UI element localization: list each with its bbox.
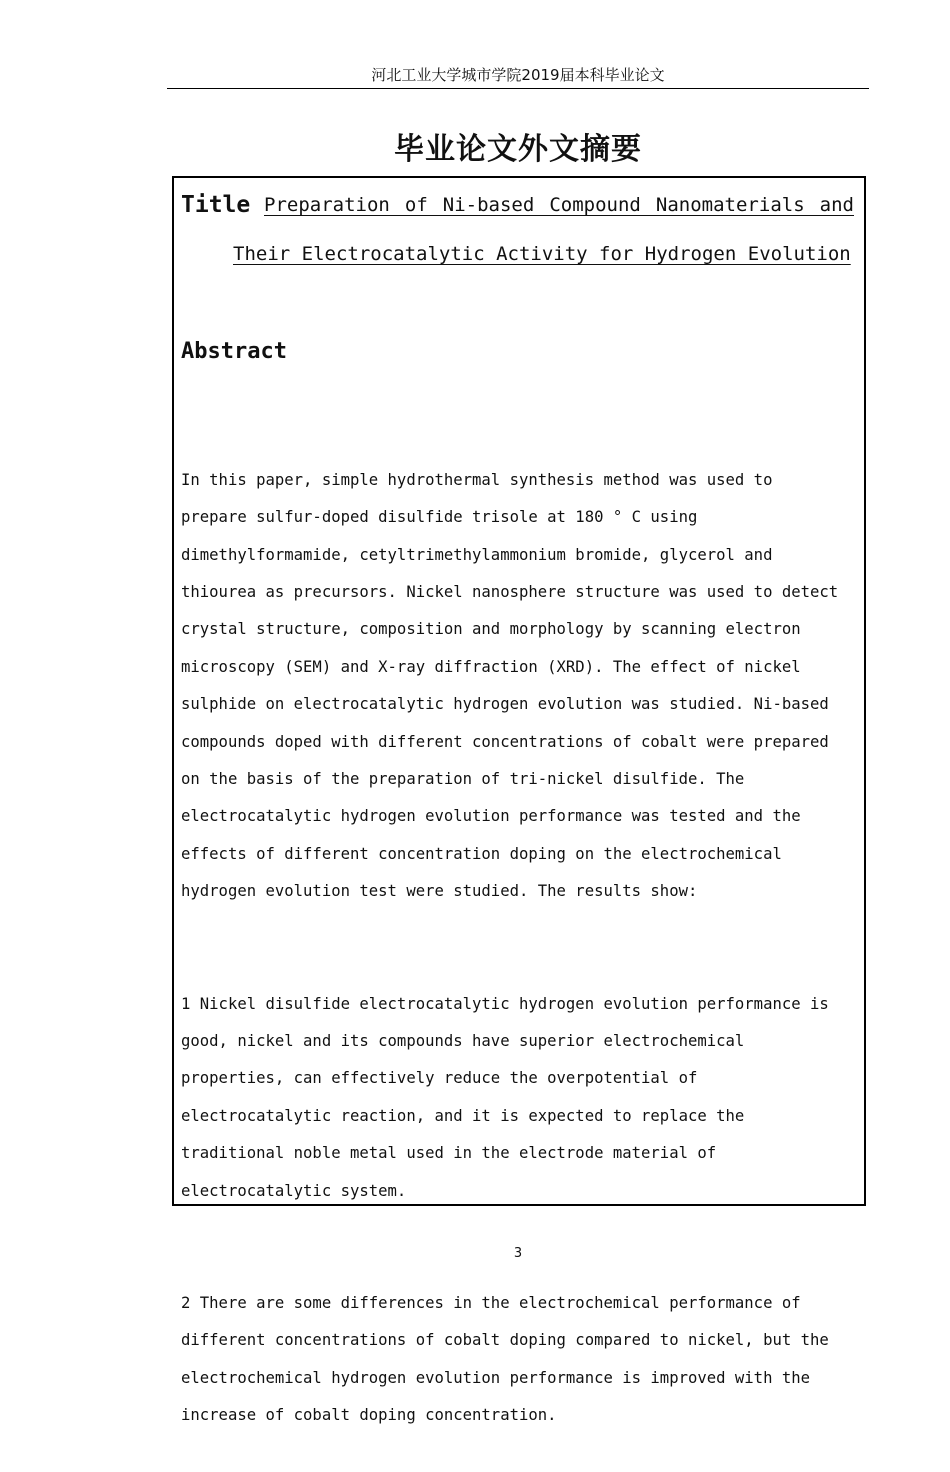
running-header: 河北工业大学城市学院2019届本科毕业论文 (371, 66, 665, 84)
abstract-paragraph-1: In this paper, simple hydrothermal synthesis method was used to prepare sulfur-doped disulfide trisole at 180 ° C using dimethylformamide, cetyltrimethylammonium bromide, glycerol and thiourea as precursors. Nickel nanosphere structure was used to detect crystal structure, composition and morphology by scanning electron microscopy (SEM) and X-ray diffraction (XRD). The effect of nickel sulphide on electrocatalytic hydrogen evolution was studied. Ni-based compounds doped with different concentrations of cobalt were prepared on the basis of the preparation of tri-nickel disulfide. The electrocatalytic hydrogen evolution performance was tested and the effects of different concentration doping on the electrochemical hydrogen evolution test were studied. The results show: (181, 470, 839, 901)
header-rule (167, 88, 869, 89)
abstract-paragraph-3: 2 There are some differences in the electrochemical performance of different concentrations of cobalt doping compared to nickel, but the electrochemical hydrogen evolution performance is improved with the increase of cobalt doping concentration. (181, 1293, 829, 1424)
abstract-body (181, 387, 856, 1472)
abstract-heading: Abstract (181, 339, 287, 364)
abstract-paragraph-2: 1 Nickel disulfide electrocatalytic hydrogen evolution performance is good, nickel and its compounds have superior electrochemical properties, can effectively reduce the overpotential of electrocatalytic reaction, and it is expected to replace the traditional noble metal used in the electrode material of electrocatalytic system. (181, 994, 829, 1200)
title-label: Title (181, 192, 251, 218)
page-number: 3 (513, 1246, 523, 1261)
page-title: 毕业论文外文摘要 (394, 132, 642, 167)
thesis-title-line-2: Their Electrocatalytic Activity for Hydrogen Evolution (233, 243, 851, 265)
thesis-title-line-1: Preparation of Ni-based Compound Nanomaterials and (264, 194, 854, 216)
